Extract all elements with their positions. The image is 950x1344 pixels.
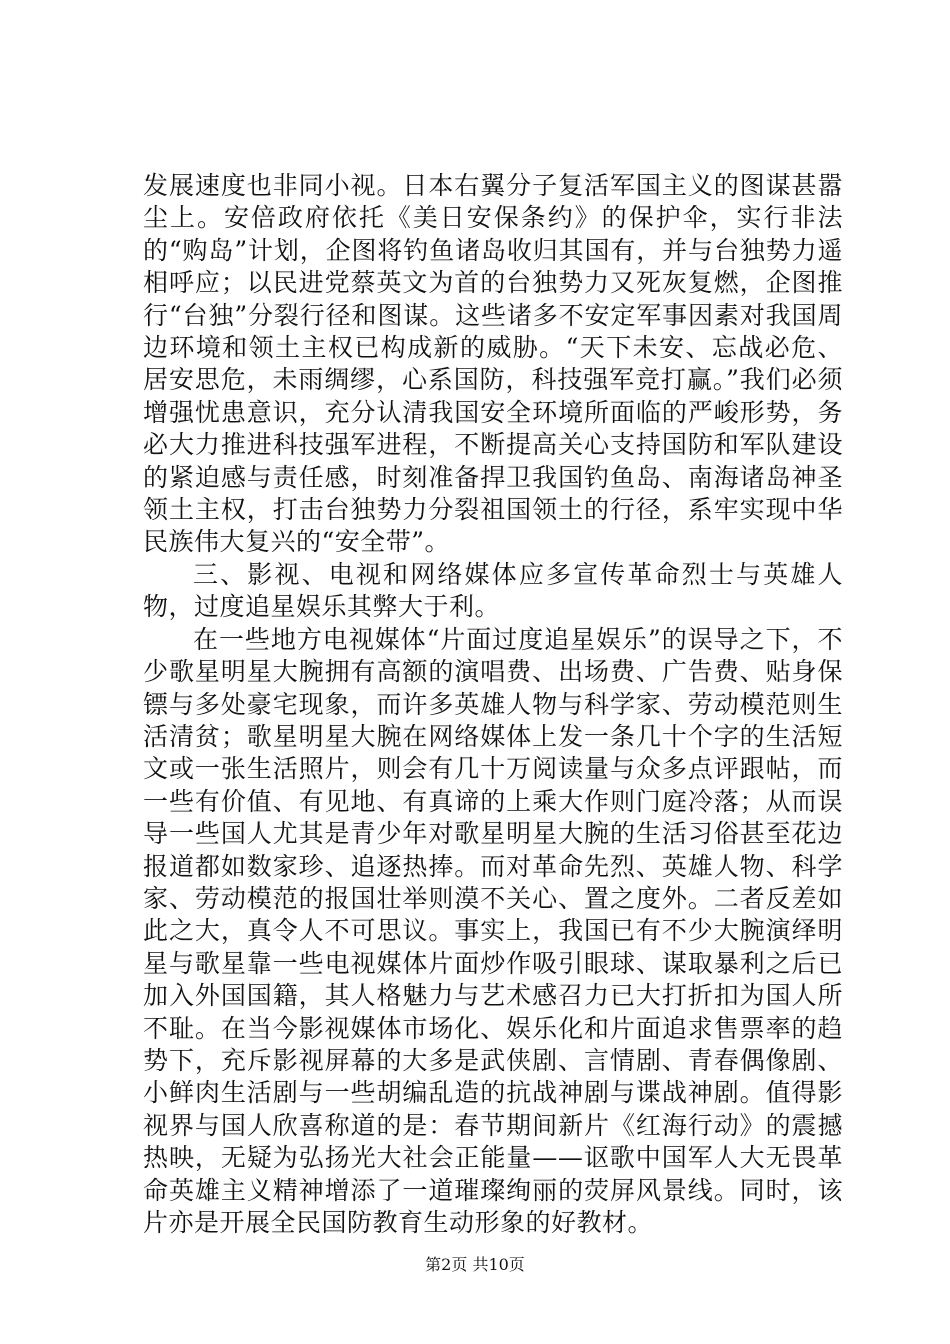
section-heading-three: 三、影视、电视和网络媒体应多宣传革命烈士与英雄人物，过度追星娱乐其弊大于利。: [143, 559, 843, 622]
paragraph-continued: 发展速度也非同小视。日本右翼分子复活军国主义的图谋甚嚣尘上。安倍政府依托《美日安保条约》的保护伞，实行非法的“购岛”计划，企图将钓鱼诸岛收归其国有，并与台独势力遥相呼应；以民进党蔡英文为首的台独势力又死灰复燃，企图推行“台独”分裂行径和图谋。这些诸多不安定军事因素对我国周边环境和领土主权已构成新的威胁。“天下未安、忘战必危、居安思危，未雨绸缪，心系国防，科技强军竞打赢。”我们必须增强忧患意识，充分认清我国安全环境所面临的严峻形势，务必大力推进科技强军进程，不断提高关心支持国防和军队建设的紧迫感与责任感，时刻准备捍卫我国钓鱼岛、南海诸岛神圣领土主权，打击台独势力分裂祖国领土的行径，系牢实现中华民族伟大复兴的“安全带”。: [143, 171, 843, 557]
page-number-footer: 第2页 共10页: [425, 1255, 525, 1274]
paragraph-media: 在一些地方电视媒体“片面过度追星娱乐”的误导之下，不少歌星明星大腕拥有高额的演唱费、出场费、广告费、贴身保镖与多处豪宅现象，而许多英雄人物与科学家、劳动模范则生活清贫；歌星明星大腕在网络媒体上发一条几十个字的生活短文或一张生活照片，则会有几十万阅读量与众多点评跟帖，而一些有价值、有见地、有真谛的上乘大作则门庭冷落；从而误导一些国人尤其是青少年对歌星明星大腕的生活习俗甚至花边报道都如数家珍、追逐热捧。而对革命先烈、英雄人物、科学家、劳动模范的报国壮举则漠不关心、置之度外。二者反差如此之大，真令人不可思议。事实上，我国已有不少大腕演绎明星与歌星靠一些电视媒体片面炒作吸引眼球、谋取暴利之后已加入外国国籍，其人格魅力与艺术感召力已大打折扣为国人所不耻。在当今影视媒体市场化、娱乐化和片面追求售票率的趋势下，充斥影视屏幕的大多是武侠剧、言情剧、青春偶像剧、小鲜肉生活剧与一些胡编乱造的抗战神剧与谍战神剧。值得影视界与国人欣喜称道的是：春节期间新片《红海行动》的震撼热映，无疑为弘扬光大社会正能量——讴歌中国军人大无畏革命英雄主义精神增添了一道璀璨绚丽的荧屏风景线。同时，该片亦是开展全民国防教育生动形象的好教材。: [143, 624, 843, 1237]
document-body: [143, 170, 843, 1239]
